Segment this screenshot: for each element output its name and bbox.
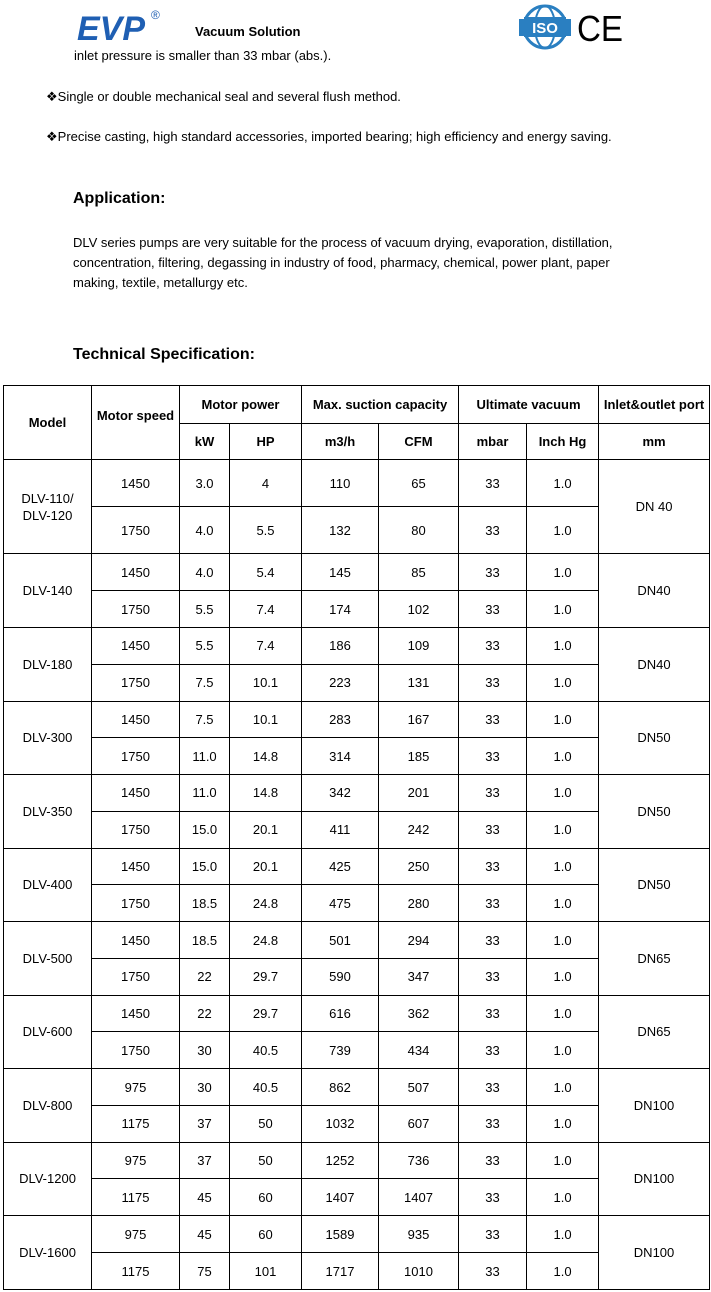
- model-cell: DLV-110/ DLV-120: [4, 460, 92, 554]
- iso-badge-icon: [518, 4, 572, 50]
- hp-cell: 60: [230, 1216, 302, 1253]
- kw-cell: 18.5: [180, 885, 230, 922]
- feature-bullet-casting: ❖Precise casting, high standard accessories, imported bearing; high efficiency and energy saving.: [46, 129, 612, 144]
- mbar-cell: 33: [459, 1216, 527, 1253]
- m3h-cell: 862: [302, 1069, 379, 1106]
- spec-table: [3, 385, 710, 1290]
- inhg-cell: 1.0: [527, 811, 599, 848]
- m3h-cell: 425: [302, 848, 379, 885]
- inhg-cell: 1.0: [527, 1105, 599, 1142]
- evp-logo: [75, 6, 167, 44]
- speed-cell: 1175: [92, 1179, 180, 1216]
- hp-cell: 20.1: [230, 811, 302, 848]
- speed-cell: 975: [92, 1142, 180, 1179]
- hp-cell: 29.7: [230, 958, 302, 995]
- model-cell: DLV-1200: [4, 1142, 92, 1216]
- m3h-cell: 186: [302, 628, 379, 665]
- header-cfm: CFM: [379, 424, 459, 460]
- mbar-cell: 33: [459, 1179, 527, 1216]
- inhg-cell: 1.0: [527, 591, 599, 628]
- inhg-cell: 1.0: [527, 460, 599, 507]
- mbar-cell: 33: [459, 554, 527, 591]
- hp-cell: 50: [230, 1142, 302, 1179]
- speed-cell: 1450: [92, 995, 180, 1032]
- inhg-cell: 1.0: [527, 922, 599, 959]
- speed-cell: 1175: [92, 1105, 180, 1142]
- inhg-cell: 1.0: [527, 701, 599, 738]
- hp-cell: 40.5: [230, 1069, 302, 1106]
- inhg-cell: 1.0: [527, 958, 599, 995]
- mbar-cell: 33: [459, 848, 527, 885]
- hp-cell: 14.8: [230, 738, 302, 775]
- m3h-cell: 411: [302, 811, 379, 848]
- m3h-cell: 1717: [302, 1253, 379, 1290]
- cfm-cell: 362: [379, 995, 459, 1032]
- port-cell: DN50: [599, 848, 710, 922]
- model-cell: DLV-1600: [4, 1216, 92, 1290]
- m3h-cell: 739: [302, 1032, 379, 1069]
- cfm-cell: 131: [379, 664, 459, 701]
- hp-cell: 5.5: [230, 507, 302, 554]
- kw-cell: 7.5: [180, 664, 230, 701]
- m3h-cell: 174: [302, 591, 379, 628]
- cfm-cell: 167: [379, 701, 459, 738]
- inhg-cell: 1.0: [527, 554, 599, 591]
- port-cell: DN40: [599, 628, 710, 702]
- hp-cell: 7.4: [230, 591, 302, 628]
- hp-cell: 4: [230, 460, 302, 507]
- m3h-cell: 223: [302, 664, 379, 701]
- cfm-cell: 242: [379, 811, 459, 848]
- application-heading: Application:: [73, 190, 166, 207]
- speed-cell: 1750: [92, 885, 180, 922]
- speed-cell: 975: [92, 1216, 180, 1253]
- model-cell: DLV-300: [4, 701, 92, 775]
- header-suction: Max. suction capacity: [302, 386, 459, 424]
- evp-logo-text: EVP: [77, 10, 146, 44]
- m3h-cell: 616: [302, 995, 379, 1032]
- hp-cell: 50: [230, 1105, 302, 1142]
- speed-cell: 1750: [92, 591, 180, 628]
- hp-cell: 20.1: [230, 848, 302, 885]
- header-inhg: Inch Hg: [527, 424, 599, 460]
- table-row: [4, 701, 710, 738]
- cfm-cell: 65: [379, 460, 459, 507]
- mbar-cell: 33: [459, 460, 527, 507]
- mbar-cell: 33: [459, 811, 527, 848]
- inhg-cell: 1.0: [527, 1253, 599, 1290]
- inhg-cell: 1.0: [527, 1142, 599, 1179]
- port-cell: DN100: [599, 1142, 710, 1216]
- kw-cell: 45: [180, 1179, 230, 1216]
- speed-cell: 1750: [92, 664, 180, 701]
- registered-mark: ®: [151, 8, 160, 22]
- inhg-cell: 1.0: [527, 738, 599, 775]
- mbar-cell: 33: [459, 738, 527, 775]
- m3h-cell: 283: [302, 701, 379, 738]
- header-vacuum: Ultimate vacuum: [459, 386, 599, 424]
- header-mm: mm: [599, 424, 710, 460]
- hp-cell: 5.4: [230, 554, 302, 591]
- kw-cell: 15.0: [180, 848, 230, 885]
- kw-cell: 4.0: [180, 507, 230, 554]
- speed-cell: 1750: [92, 507, 180, 554]
- cfm-cell: 507: [379, 1069, 459, 1106]
- table-row: [4, 628, 710, 665]
- kw-cell: 30: [180, 1032, 230, 1069]
- hp-cell: 24.8: [230, 885, 302, 922]
- mbar-cell: 33: [459, 591, 527, 628]
- kw-cell: 45: [180, 1216, 230, 1253]
- hp-cell: 40.5: [230, 1032, 302, 1069]
- hp-cell: 10.1: [230, 664, 302, 701]
- kw-cell: 11.0: [180, 775, 230, 812]
- application-text-line1: DLV series pumps are very suitable for the process of vacuum drying, evaporation, distillation,: [73, 235, 613, 250]
- kw-cell: 75: [180, 1253, 230, 1290]
- cfm-cell: 102: [379, 591, 459, 628]
- spec-table-body: [4, 460, 710, 1290]
- hp-cell: 24.8: [230, 922, 302, 959]
- hp-cell: 60: [230, 1179, 302, 1216]
- speed-cell: 1750: [92, 958, 180, 995]
- hp-cell: 14.8: [230, 775, 302, 812]
- inhg-cell: 1.0: [527, 664, 599, 701]
- port-cell: DN 40: [599, 460, 710, 554]
- header-motor-speed: Motor speed: [92, 386, 180, 460]
- hp-cell: 10.1: [230, 701, 302, 738]
- kw-cell: 5.5: [180, 628, 230, 665]
- mbar-cell: 33: [459, 1069, 527, 1106]
- speed-cell: 1450: [92, 554, 180, 591]
- kw-cell: 37: [180, 1105, 230, 1142]
- kw-cell: 15.0: [180, 811, 230, 848]
- model-cell: DLV-350: [4, 775, 92, 849]
- port-cell: DN50: [599, 775, 710, 849]
- header-motor-power: Motor power: [180, 386, 302, 424]
- inhg-cell: 1.0: [527, 628, 599, 665]
- mbar-cell: 33: [459, 958, 527, 995]
- kw-cell: 18.5: [180, 922, 230, 959]
- cfm-cell: 294: [379, 922, 459, 959]
- mbar-cell: 33: [459, 701, 527, 738]
- header-hp: HP: [230, 424, 302, 460]
- kw-cell: 30: [180, 1069, 230, 1106]
- m3h-cell: 132: [302, 507, 379, 554]
- m3h-cell: 314: [302, 738, 379, 775]
- header-kw: kW: [180, 424, 230, 460]
- intro-line: inlet pressure is smaller than 33 mbar (abs.).: [74, 48, 332, 63]
- port-cell: DN50: [599, 701, 710, 775]
- speed-cell: 1750: [92, 1032, 180, 1069]
- table-row: [4, 775, 710, 812]
- cfm-cell: 85: [379, 554, 459, 591]
- table-row: [4, 848, 710, 885]
- port-cell: DN40: [599, 554, 710, 628]
- spec-heading: Technical Specification:: [73, 346, 255, 363]
- speed-cell: 1450: [92, 848, 180, 885]
- cfm-cell: 201: [379, 775, 459, 812]
- table-row: [4, 460, 710, 507]
- model-cell: DLV-400: [4, 848, 92, 922]
- mbar-cell: 33: [459, 885, 527, 922]
- m3h-cell: 475: [302, 885, 379, 922]
- kw-cell: 37: [180, 1142, 230, 1179]
- speed-cell: 1175: [92, 1253, 180, 1290]
- inhg-cell: 1.0: [527, 775, 599, 812]
- port-cell: DN65: [599, 995, 710, 1069]
- speed-cell: 1750: [92, 811, 180, 848]
- inhg-cell: 1.0: [527, 885, 599, 922]
- mbar-cell: 33: [459, 922, 527, 959]
- mbar-cell: 33: [459, 995, 527, 1032]
- cfm-cell: 347: [379, 958, 459, 995]
- inhg-cell: 1.0: [527, 1216, 599, 1253]
- m3h-cell: 1252: [302, 1142, 379, 1179]
- inhg-cell: 1.0: [527, 995, 599, 1032]
- kw-cell: 3.0: [180, 460, 230, 507]
- model-cell: DLV-800: [4, 1069, 92, 1143]
- model-cell: DLV-140: [4, 554, 92, 628]
- inhg-cell: 1.0: [527, 848, 599, 885]
- cfm-cell: 250: [379, 848, 459, 885]
- table-row: [4, 1216, 710, 1253]
- application-text-line3: making, textile, metallurgy etc.: [73, 275, 248, 290]
- table-row: [4, 995, 710, 1032]
- table-row: [4, 1142, 710, 1179]
- speed-cell: 1450: [92, 775, 180, 812]
- kw-cell: 11.0: [180, 738, 230, 775]
- header-port: Inlet&outlet port: [599, 386, 710, 424]
- inhg-cell: 1.0: [527, 1032, 599, 1069]
- cfm-cell: 80: [379, 507, 459, 554]
- mbar-cell: 33: [459, 775, 527, 812]
- ce-mark-icon: [577, 10, 623, 44]
- m3h-cell: 590: [302, 958, 379, 995]
- model-cell: DLV-600: [4, 995, 92, 1069]
- m3h-cell: 145: [302, 554, 379, 591]
- speed-cell: 1450: [92, 460, 180, 507]
- mbar-cell: 33: [459, 507, 527, 554]
- model-cell: DLV-180: [4, 628, 92, 702]
- kw-cell: 22: [180, 995, 230, 1032]
- port-cell: DN100: [599, 1216, 710, 1290]
- mbar-cell: 33: [459, 664, 527, 701]
- header-m3h: m3/h: [302, 424, 379, 460]
- speed-cell: 1450: [92, 701, 180, 738]
- speed-cell: 1450: [92, 922, 180, 959]
- m3h-cell: 1407: [302, 1179, 379, 1216]
- mbar-cell: 33: [459, 1032, 527, 1069]
- application-text-line2: concentration, filtering, degassing in industry of food, pharmacy, chemical, power plant, paper: [73, 255, 610, 270]
- table-row: [4, 554, 710, 591]
- m3h-cell: 110: [302, 460, 379, 507]
- mbar-cell: 33: [459, 1105, 527, 1142]
- header-model: Model: [4, 386, 92, 460]
- m3h-cell: 1032: [302, 1105, 379, 1142]
- cfm-cell: 185: [379, 738, 459, 775]
- feature-bullet-seal: ❖Single or double mechanical seal and several flush method.: [46, 89, 401, 104]
- speed-cell: 1450: [92, 628, 180, 665]
- model-cell: DLV-500: [4, 922, 92, 996]
- cfm-cell: 935: [379, 1216, 459, 1253]
- speed-cell: 1750: [92, 738, 180, 775]
- brand-subtitle: Vacuum Solution: [195, 24, 301, 39]
- inhg-cell: 1.0: [527, 507, 599, 554]
- port-cell: DN65: [599, 922, 710, 996]
- mbar-cell: 33: [459, 628, 527, 665]
- mbar-cell: 33: [459, 1142, 527, 1179]
- table-row: [4, 922, 710, 959]
- kw-cell: 4.0: [180, 554, 230, 591]
- cfm-cell: 280: [379, 885, 459, 922]
- mbar-cell: 33: [459, 1253, 527, 1290]
- header-mbar: mbar: [459, 424, 527, 460]
- m3h-cell: 1589: [302, 1216, 379, 1253]
- speed-cell: 975: [92, 1069, 180, 1106]
- iso-label: ISO: [532, 20, 558, 37]
- kw-cell: 22: [180, 958, 230, 995]
- inhg-cell: 1.0: [527, 1179, 599, 1216]
- port-cell: DN100: [599, 1069, 710, 1143]
- inhg-cell: 1.0: [527, 1069, 599, 1106]
- ce-label: CE: [577, 10, 623, 44]
- m3h-cell: 501: [302, 922, 379, 959]
- kw-cell: 5.5: [180, 591, 230, 628]
- hp-cell: 7.4: [230, 628, 302, 665]
- cfm-cell: 607: [379, 1105, 459, 1142]
- cfm-cell: 1010: [379, 1253, 459, 1290]
- cfm-cell: 434: [379, 1032, 459, 1069]
- cfm-cell: 109: [379, 628, 459, 665]
- m3h-cell: 342: [302, 775, 379, 812]
- table-row: [4, 1069, 710, 1106]
- kw-cell: 7.5: [180, 701, 230, 738]
- hp-cell: 29.7: [230, 995, 302, 1032]
- cfm-cell: 736: [379, 1142, 459, 1179]
- hp-cell: 101: [230, 1253, 302, 1290]
- cfm-cell: 1407: [379, 1179, 459, 1216]
